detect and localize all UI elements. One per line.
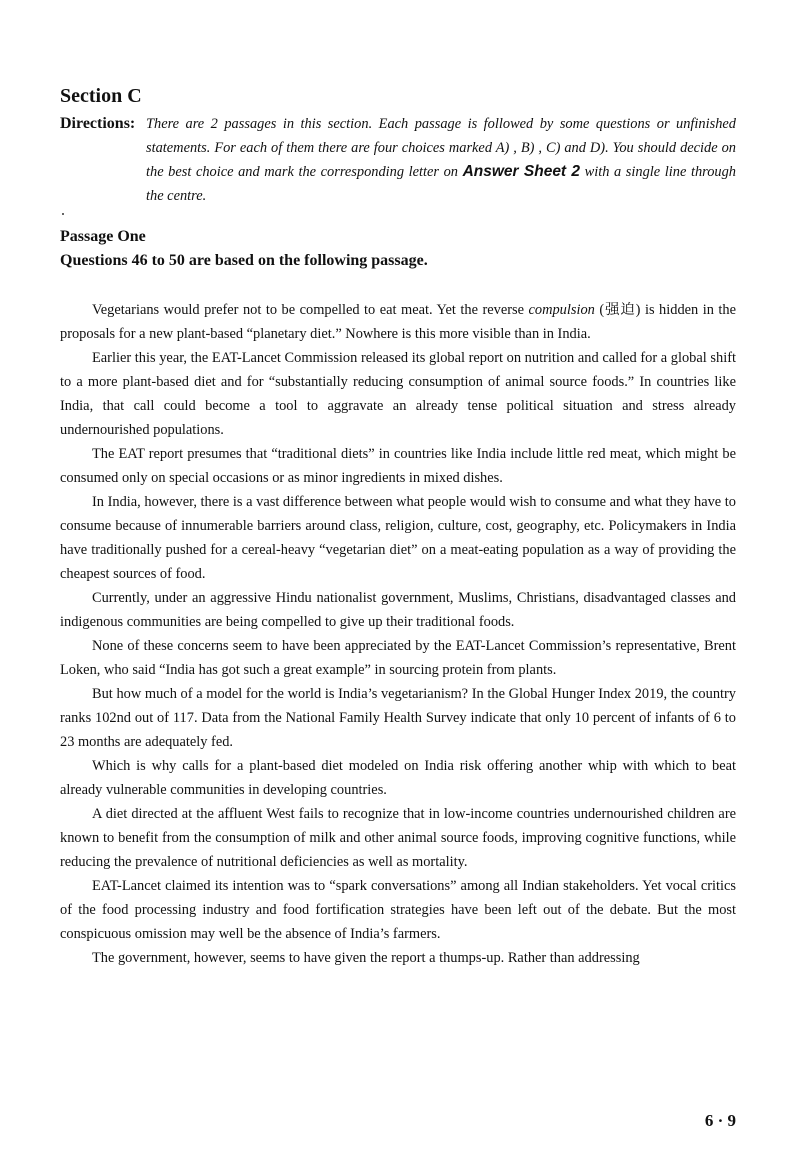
passage-paragraph: The government, however, seems to have given the report a thumps-up. Rather than addressing — [92, 950, 640, 966]
directions-text — [146, 112, 736, 208]
directions-label: Directions: — [60, 115, 136, 132]
section-title: Section C — [60, 85, 142, 107]
directions-text-part-1: There are 2 passages in this section. Each passage is followed by some questions or unfinished statements. For each of them there are four choices marked A) , B) , C) and D). You should decide on the best choice and mark the corresponding letter on — [146, 116, 736, 180]
passage-instruction: Questions 46 to 50 are based on the following passage. — [60, 252, 428, 269]
paragraph-1-text-end: is hidden in the proposals for a new plant-based “planetary diet.” Nowhere is this more visible than in India. — [60, 302, 736, 342]
paragraph-1-text-start: Vegetarians would prefer not to be compelled to eat meat. Yet the reverse — [92, 302, 529, 318]
passage-paragraph: Which is why calls for a plant-based diet modeled on India risk offering another whip with which to beat already vulnerable communities in developing countries. — [60, 758, 736, 798]
passage-paragraph: But how much of a model for the world is India’s vegetarianism? In the Global Hunger Index 2019, the country ranks 102nd out of 117. Data from the National Family Health Survey indicate that only 10 percent of infants of 6 to 23 months are adequately fed. — [60, 686, 736, 750]
scan-speck — [62, 213, 64, 215]
passage-paragraph-1 — [60, 298, 736, 346]
term-gloss: (强迫) — [594, 302, 645, 318]
directions-text-part-2: with a single line through the centre. — [146, 164, 736, 204]
term-compulsion: compulsion — [528, 302, 595, 318]
passage-paragraph: Currently, under an aggressive Hindu nationalist government, Muslims, Christians, disadvantaged classes and indigenous communities are being compelled to give up their traditional foods. — [60, 590, 736, 630]
passage-paragraph: In India, however, there is a vast difference between what people would wish to consume and what they have to consume because of innumerable barriers around class, religion, culture, cost, geography, etc. Policymakers in India have traditionally pushed for a cereal-heavy “vegetarian diet” on a meat-eating population as a way of providing the cheapest sources of food. — [60, 494, 736, 582]
passage-paragraph: A diet directed at the affluent West fails to recognize that in low-income countries undernourished children are known to benefit from the consumption of milk and other animal source foods, improving cognitive functions, while reducing the prevalence of nutritional deficiencies as well as mortality. — [60, 806, 736, 870]
passage-paragraph: Earlier this year, the EAT-Lancet Commission released its global report on nutrition and called for a global shift to a more plant-based diet and for “substantially reducing consumption of animal source foods.” In countries like India, that call could become a tool to aggravate an already tense political situation and stress already undernourished populations. — [60, 350, 736, 438]
passage-paragraph: None of these concerns seem to have been appreciated by the EAT-Lancet Commission’s representative, Brent Loken, who said “India has got such a great example” in sourcing protein from plants. — [60, 638, 736, 678]
passage-paragraph: The EAT report presumes that “traditional diets” in countries like India include little red meat, which might be consumed only on special occasions or as minor ingredients in mixed dishes. — [60, 446, 736, 486]
passage-paragraph: EAT-Lancet claimed its intention was to “spark conversations” among all Indian stakeholders. Yet vocal critics of the food processing industry and food fortification strategies have been left out of the debate. But the most conspicuous omission may well be the absence of India’s farmers. — [60, 878, 736, 942]
passage-title: Passage One — [60, 228, 146, 245]
answer-sheet-label: Answer Sheet 2 — [462, 163, 581, 180]
passage-body — [60, 298, 736, 970]
page-number: 6 · 9 — [704, 1111, 736, 1130]
